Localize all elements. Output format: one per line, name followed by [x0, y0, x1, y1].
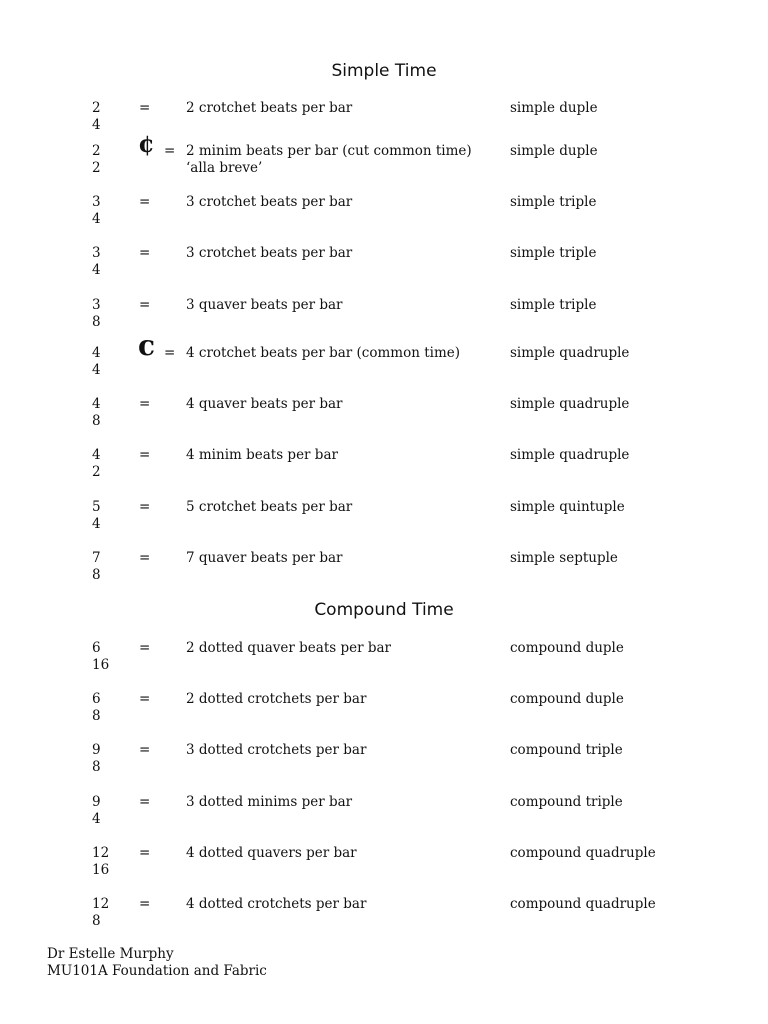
time-signature-numerator: 3 — [92, 297, 101, 313]
time-signature-denominator: 4 — [92, 211, 101, 227]
equals-sign: = — [139, 297, 151, 313]
equals-sign: = — [139, 245, 151, 261]
time-signature-row — [0, 499, 768, 539]
beats-description-note: ‘alla breve’ — [186, 160, 263, 176]
equals-sign: = — [139, 447, 151, 463]
equals-sign: = — [139, 845, 151, 861]
meter-classification: simple quadruple — [510, 396, 630, 412]
meter-classification: simple duple — [510, 143, 598, 159]
time-signature-row — [0, 329, 768, 385]
meter-classification: simple quintuple — [510, 499, 625, 515]
time-signature-numerator: 6 — [92, 691, 101, 707]
beats-description: 4 crotchet beats per bar (common time) — [186, 345, 461, 361]
time-signature-denominator: 4 — [92, 117, 101, 133]
time-signature-row — [0, 691, 768, 731]
time-signature-row — [0, 550, 768, 590]
time-signature-row — [0, 194, 768, 234]
meter-classification: simple septuple — [510, 550, 618, 566]
meter-classification: simple triple — [510, 245, 597, 261]
equals-sign: = — [139, 499, 151, 515]
beats-description: 3 dotted crotchets per bar — [186, 742, 367, 758]
time-signature-denominator: 8 — [92, 413, 101, 429]
cut-time-symbol: ¢ — [138, 129, 155, 158]
time-signature-numerator: 9 — [92, 794, 101, 810]
time-signature-row — [0, 297, 768, 337]
time-signature-numerator: 2 — [92, 100, 101, 116]
beats-description: 2 minim beats per bar (cut common time) — [186, 143, 472, 159]
time-signature-numerator: 12 — [92, 845, 110, 861]
time-signature-row — [0, 447, 768, 487]
beats-description: 4 dotted crotchets per bar — [186, 896, 367, 912]
time-signature-row — [0, 100, 768, 140]
compound-time-heading: Compound Time — [314, 600, 454, 620]
time-signature-numerator: 6 — [92, 640, 101, 656]
time-signature-row — [0, 129, 768, 183]
time-signature-denominator: 4 — [92, 811, 101, 827]
meter-classification: compound duple — [510, 640, 624, 656]
time-signature-denominator: 8 — [92, 567, 101, 583]
time-signature-numerator: 3 — [92, 245, 101, 261]
beats-description: 4 dotted quavers per bar — [186, 845, 357, 861]
meter-classification: compound triple — [510, 742, 623, 758]
time-signature-denominator: 2 — [92, 160, 101, 176]
beats-description: 3 quaver beats per bar — [186, 297, 343, 313]
meter-classification: simple quadruple — [510, 345, 630, 361]
equals-sign: = — [139, 550, 151, 566]
beats-description: 4 minim beats per bar — [186, 447, 338, 463]
time-signature-denominator: 16 — [92, 657, 110, 673]
beats-description: 2 dotted crotchets per bar — [186, 691, 367, 707]
beats-description: 2 dotted quaver beats per bar — [186, 640, 392, 656]
time-signature-row — [0, 640, 768, 680]
time-signature-denominator: 4 — [92, 516, 101, 532]
footer-author: Dr Estelle Murphy — [47, 946, 174, 962]
footer-course: MU101A Foundation and Fabric — [47, 963, 267, 979]
meter-classification: compound quadruple — [510, 896, 656, 912]
beats-description: 5 crotchet beats per bar — [186, 499, 353, 515]
time-signature-numerator: 7 — [92, 550, 101, 566]
time-signature-row — [0, 896, 768, 936]
time-signature-row — [0, 742, 768, 782]
time-signature-numerator: 9 — [92, 742, 101, 758]
time-signature-numerator: 4 — [92, 396, 101, 412]
beats-description: 3 crotchet beats per bar — [186, 194, 353, 210]
time-signature-denominator: 4 — [92, 362, 101, 378]
equals-sign: = — [139, 100, 151, 116]
time-signature-numerator: 12 — [92, 896, 110, 912]
meter-classification: compound duple — [510, 691, 624, 707]
equals-sign: = — [139, 691, 151, 707]
meter-classification: simple triple — [510, 297, 597, 313]
equals-sign: = — [164, 345, 176, 361]
equals-sign: = — [139, 896, 151, 912]
equals-sign: = — [139, 396, 151, 412]
beats-description: 3 dotted minims per bar — [186, 794, 353, 810]
meter-classification: compound quadruple — [510, 845, 656, 861]
simple-time-heading: Simple Time — [331, 61, 437, 81]
time-signature-numerator: 5 — [92, 499, 101, 515]
beats-description: 4 quaver beats per bar — [186, 396, 343, 412]
time-signature-denominator: 16 — [92, 862, 110, 878]
meter-classification: simple duple — [510, 100, 598, 116]
beats-description: 3 crotchet beats per bar — [186, 245, 353, 261]
time-signature-row — [0, 845, 768, 885]
time-signature-denominator: 8 — [92, 314, 101, 330]
meter-classification: simple quadruple — [510, 447, 630, 463]
beats-description: 2 crotchet beats per bar — [186, 100, 353, 116]
time-signature-row — [0, 245, 768, 285]
time-signature-denominator: 8 — [92, 913, 101, 929]
time-signature-denominator: 2 — [92, 464, 101, 480]
time-signature-numerator: 4 — [92, 447, 101, 463]
time-signature-denominator: 4 — [92, 262, 101, 278]
time-signature-numerator: 2 — [92, 143, 101, 159]
equals-sign: = — [164, 143, 176, 159]
equals-sign: = — [139, 794, 151, 810]
meter-classification: simple triple — [510, 194, 597, 210]
time-signature-numerator: 3 — [92, 194, 101, 210]
time-signature-numerator: 4 — [92, 345, 101, 361]
equals-sign: = — [139, 640, 151, 656]
beats-description: 7 quaver beats per bar — [186, 550, 343, 566]
equals-sign: = — [139, 742, 151, 758]
meter-classification: compound triple — [510, 794, 623, 810]
common-time-symbol: c — [138, 329, 156, 362]
time-signature-denominator: 8 — [92, 708, 101, 724]
equals-sign: = — [139, 194, 151, 210]
time-signature-denominator: 8 — [92, 759, 101, 775]
time-signature-row — [0, 794, 768, 834]
time-signature-row — [0, 396, 768, 436]
